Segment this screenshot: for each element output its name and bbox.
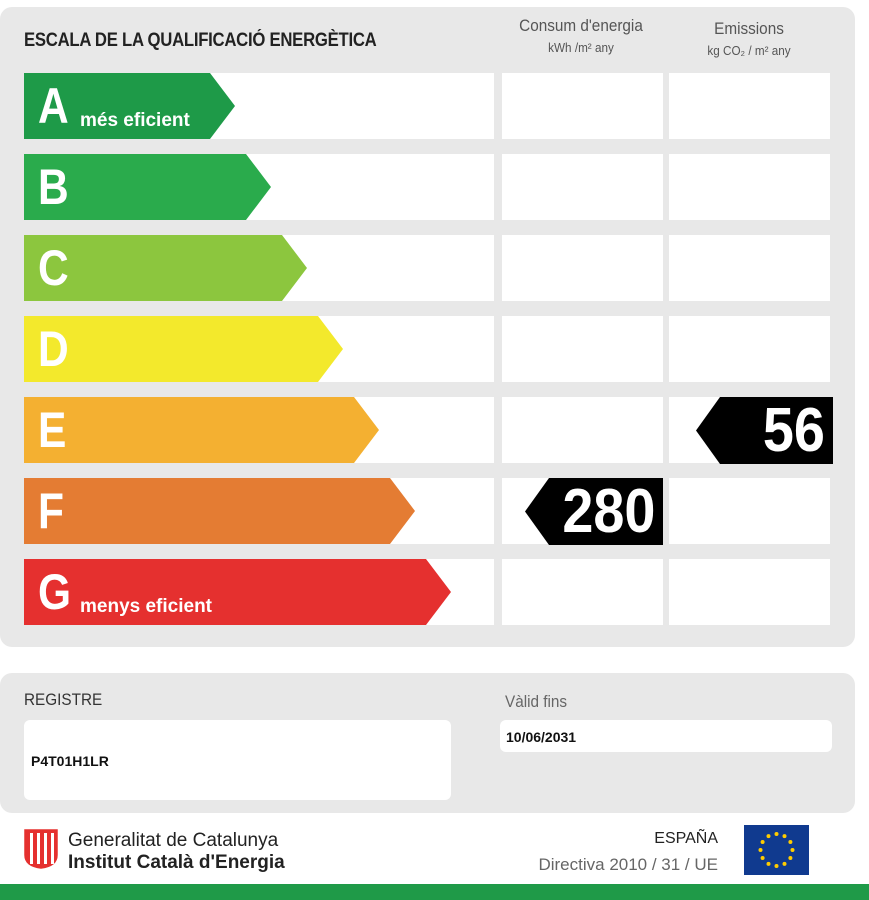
country-label: ESPAÑA xyxy=(654,830,718,847)
energy-cell-e xyxy=(502,397,663,463)
footer-green-bar xyxy=(0,884,869,900)
emissions-cell-b xyxy=(669,154,830,220)
energy-cell-g xyxy=(502,559,663,625)
emissions-column-unit: kg CO₂ / m² any xyxy=(707,43,791,58)
rating-letter: B xyxy=(38,159,69,215)
scale-title: ESCALA DE LA QUALIFICACIÓ ENERGÈTICA xyxy=(24,30,377,51)
registry-value: P4T01H1LR xyxy=(31,753,109,769)
emissions-rating-value: 56 xyxy=(762,396,825,465)
rating-arrow-f xyxy=(24,478,415,544)
emissions-column-header xyxy=(676,19,822,59)
rating-arrow-d xyxy=(24,316,343,382)
emissions-cell-a xyxy=(669,73,830,139)
energy-column-title: Consum d'energia xyxy=(519,16,643,35)
energy-column-header xyxy=(508,16,654,56)
rating-arrow-b xyxy=(24,154,271,220)
rating-arrow-e xyxy=(24,397,379,463)
emissions-cell-f xyxy=(669,478,830,544)
valid-until-value: 10/06/2031 xyxy=(506,729,577,745)
energy-cell-d xyxy=(502,316,663,382)
emissions-cell-d xyxy=(669,316,830,382)
rating-letter: D xyxy=(38,321,69,377)
energy-cell-c xyxy=(502,235,663,301)
rating-letter: A xyxy=(38,78,69,134)
valid-until-box xyxy=(500,720,832,752)
rating-letter: C xyxy=(38,240,69,296)
rating-arrow-a xyxy=(24,73,235,139)
rating-letter: E xyxy=(38,402,67,458)
organization-line2: Institut Català d'Energia xyxy=(68,852,285,873)
directive-label: Directiva 2010 / 31 / UE xyxy=(538,855,718,874)
rating-letter: F xyxy=(38,483,64,539)
rating-arrow-g xyxy=(24,559,451,625)
emissions-column-title: Emissions xyxy=(714,19,784,38)
energy-rating-indicator xyxy=(525,478,663,545)
energy-rating-value: 280 xyxy=(561,477,655,546)
emissions-cell-c xyxy=(669,235,830,301)
rating-description: menys eficient xyxy=(80,596,212,617)
rating-letter: G xyxy=(38,564,72,620)
registry-label: REGISTRE xyxy=(24,690,103,709)
generalitat-seal-icon xyxy=(24,829,58,869)
valid-until-label: Vàlid fins xyxy=(505,692,568,711)
emissions-cell-g xyxy=(669,559,830,625)
energy-cell-b xyxy=(502,154,663,220)
rating-arrow-c xyxy=(24,235,307,301)
emissions-rating-indicator xyxy=(696,397,833,464)
organization-line1: Generalitat de Catalunya xyxy=(68,830,279,851)
eu-flag-icon xyxy=(744,825,809,875)
energy-cell-a xyxy=(502,73,663,139)
registry-box xyxy=(24,720,451,800)
rating-description: més eficient xyxy=(80,110,190,131)
energy-column-unit: kWh /m² any xyxy=(548,40,614,55)
